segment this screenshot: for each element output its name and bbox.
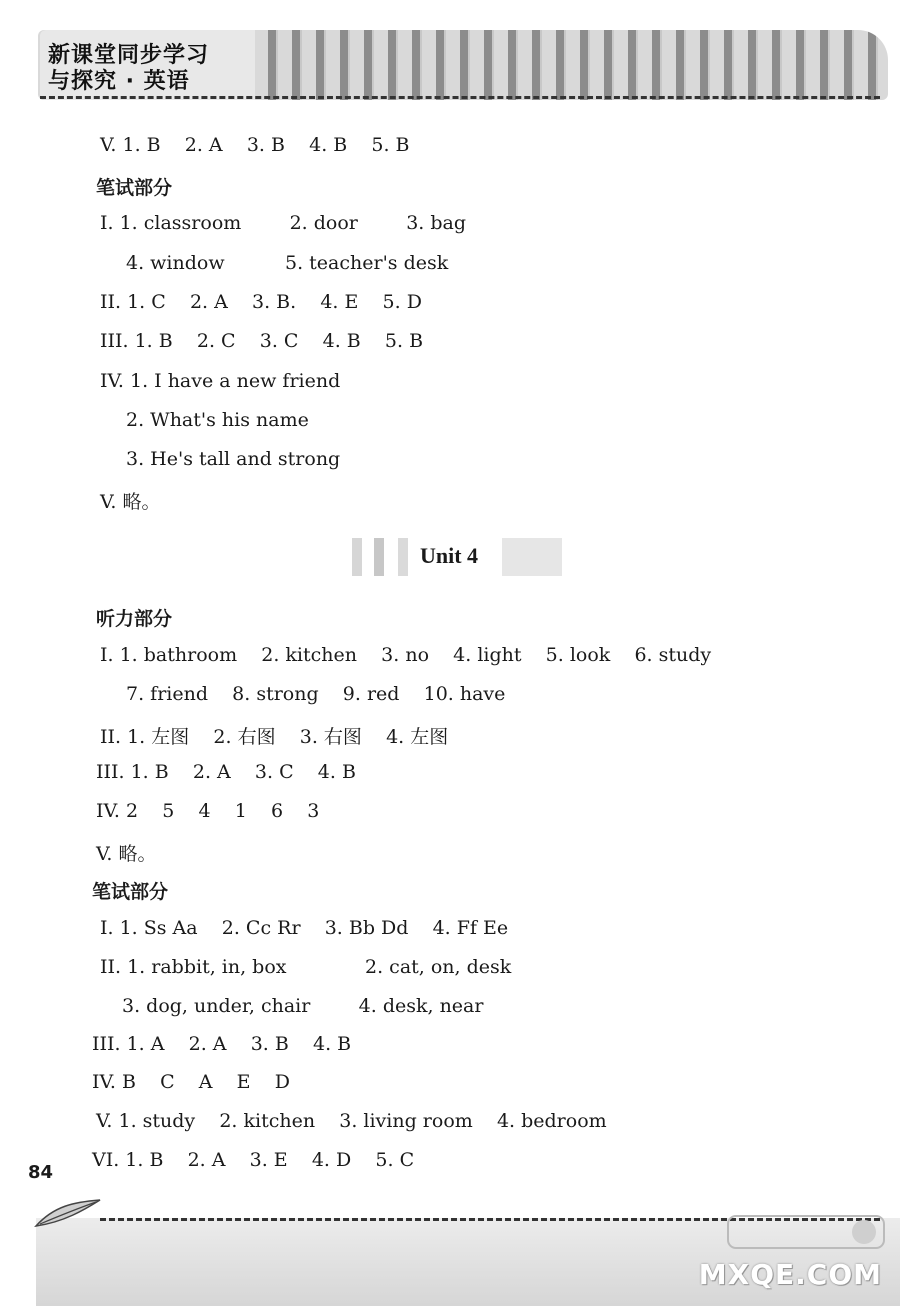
unit4-written-iii: III. 1. A 2. A 3. B 4. B xyxy=(92,1033,352,1055)
unit4-written-i: I. 1. Ss Aa 2. Cc Rr 3. Bb Dd 4. Ff Ee xyxy=(100,917,509,939)
watermark-logo-icon xyxy=(726,1212,886,1252)
answer-line-i-2: 4. window 5. teacher's desk xyxy=(126,252,449,274)
answer-line-iv-1: IV. 1. I have a new friend xyxy=(100,370,341,392)
answer-line-ii: II. 1. C 2. A 3. B. 4. E 5. D xyxy=(100,291,422,313)
book-title-line1: 新课堂同步学习 xyxy=(48,43,210,68)
book-title-line2: 与探究 · 英语 xyxy=(48,69,190,94)
header-dashed-divider xyxy=(40,96,880,99)
watermark-text: MXQE.COM xyxy=(698,1258,882,1291)
unit4-listening-ii: II. 1. 左图 2. 右图 3. 右图 4. 左图 xyxy=(100,726,449,748)
unit4-listening-iv: IV. 2 5 4 1 6 3 xyxy=(96,800,320,822)
leaf-icon xyxy=(34,1196,104,1232)
answer-line-iv-2: 2. What's his name xyxy=(126,409,309,431)
unit4-listening-iii: III. 1. B 2. A 3. C 4. B xyxy=(96,761,356,783)
page-header xyxy=(0,0,900,125)
unit4-written-ii-2: 3. dog, under, chair 4. desk, near xyxy=(122,995,484,1017)
unit4-written-ii-1: II. 1. rabbit, in, box 2. cat, on, desk xyxy=(100,956,512,978)
unit-title: Unit 4 xyxy=(420,543,479,568)
answer-line-v-2: V. 略。 xyxy=(100,491,161,513)
unit4-written-vi: VI. 1. B 2. A 3. E 4. D 5. C xyxy=(92,1149,415,1171)
unit4-written-heading: 笔试部分 xyxy=(92,881,169,903)
answer-line-i-1: I. 1. classroom 2. door 3. bag xyxy=(100,212,467,234)
answer-line-iii: III. 1. B 2. C 3. C 4. B 5. B xyxy=(100,330,424,352)
unit4-written-iv: IV. B C A E D xyxy=(92,1071,290,1093)
listening-section-heading: 听力部分 xyxy=(96,608,173,630)
unit4-written-v: V. 1. study 2. kitchen 3. living room 4. bedroom xyxy=(96,1110,607,1132)
unit4-listening-i-1: I. 1. bathroom 2. kitchen 3. no 4. light 5. look 6. study xyxy=(100,644,712,666)
unit4-listening-v: V. 略。 xyxy=(96,843,157,865)
answer-line-iv-3: 3. He's tall and strong xyxy=(126,448,341,470)
written-section-heading: 笔试部分 xyxy=(96,177,173,199)
unit4-listening-i-2: 7. friend 8. strong 9. red 10. have xyxy=(126,683,506,705)
answer-line-v: V. 1. B 2. A 3. B 4. B 5. B xyxy=(100,134,410,156)
page-number: 84 xyxy=(28,1162,54,1183)
